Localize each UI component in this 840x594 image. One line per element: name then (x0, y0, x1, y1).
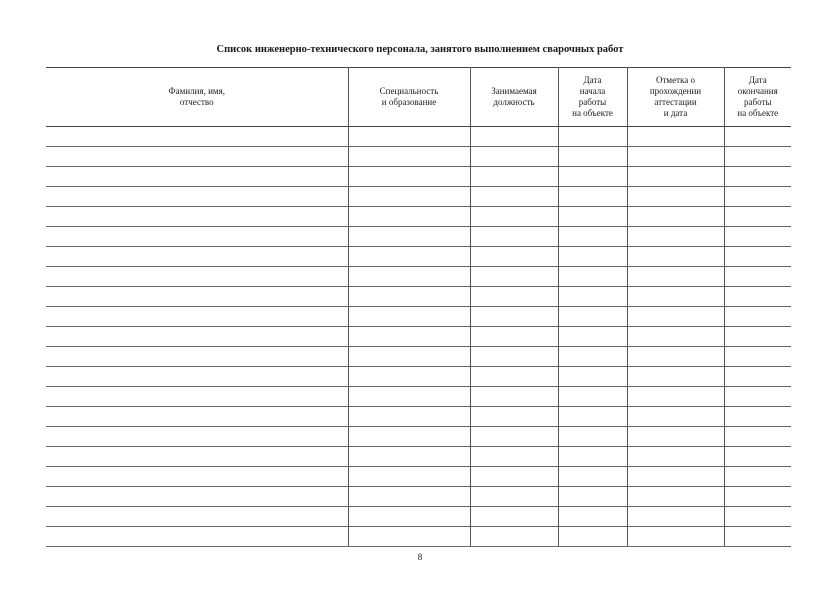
table-cell (348, 527, 470, 547)
table-cell (558, 307, 627, 327)
table-cell (558, 247, 627, 267)
table-cell (348, 127, 470, 147)
table-row (46, 387, 791, 407)
table-cell (558, 147, 627, 167)
table-cell (627, 247, 724, 267)
table-cell (627, 127, 724, 147)
table-cell (46, 347, 348, 367)
table-cell (724, 247, 791, 267)
table-cell (627, 287, 724, 307)
table-cell (724, 347, 791, 367)
table-cell (558, 127, 627, 147)
table-cell (348, 227, 470, 247)
table-row (46, 527, 791, 547)
table-cell (470, 267, 558, 287)
table-row (46, 467, 791, 487)
column-header-specialty: Специальность и образование (348, 68, 470, 127)
table-cell (470, 487, 558, 507)
table-row (46, 187, 791, 207)
table-cell (348, 347, 470, 367)
table-cell (348, 487, 470, 507)
table-cell (558, 527, 627, 547)
table-cell (348, 367, 470, 387)
table-cell (470, 347, 558, 367)
table-cell (724, 507, 791, 527)
table-cell (724, 527, 791, 547)
table-cell (46, 467, 348, 487)
table-cell (724, 187, 791, 207)
table-cell (627, 447, 724, 467)
table-body (46, 127, 791, 547)
table-cell (348, 207, 470, 227)
table-cell (348, 307, 470, 327)
table-row (46, 307, 791, 327)
table-cell (724, 327, 791, 347)
table-cell (724, 267, 791, 287)
table-cell (348, 187, 470, 207)
table-cell (470, 287, 558, 307)
table-row (46, 247, 791, 267)
table-row (46, 227, 791, 247)
table-cell (558, 507, 627, 527)
table-cell (348, 147, 470, 167)
table-cell (558, 367, 627, 387)
table-cell (558, 427, 627, 447)
table-cell (348, 167, 470, 187)
table-cell (46, 427, 348, 447)
table-cell (46, 387, 348, 407)
table-cell (627, 387, 724, 407)
table-cell (558, 187, 627, 207)
table-cell (724, 227, 791, 247)
table-row (46, 427, 791, 447)
table-cell (470, 327, 558, 347)
table-cell (470, 507, 558, 527)
table-cell (558, 227, 627, 247)
table-cell (558, 487, 627, 507)
table-cell (558, 207, 627, 227)
table-cell (724, 487, 791, 507)
table-row (46, 287, 791, 307)
table-cell (627, 227, 724, 247)
table-cell (46, 327, 348, 347)
table-cell (348, 407, 470, 427)
table-cell (627, 467, 724, 487)
table-cell (724, 307, 791, 327)
table-cell (46, 287, 348, 307)
table-cell (558, 287, 627, 307)
table-cell (46, 267, 348, 287)
table-cell (627, 207, 724, 227)
table-cell (627, 147, 724, 167)
table-cell (627, 327, 724, 347)
table-cell (627, 187, 724, 207)
table-cell (470, 367, 558, 387)
table-cell (627, 507, 724, 527)
table-cell (558, 347, 627, 367)
table-cell (46, 307, 348, 327)
table-cell (724, 367, 791, 387)
table-cell (46, 247, 348, 267)
table-cell (558, 467, 627, 487)
table-cell (558, 407, 627, 427)
table-cell (348, 287, 470, 307)
page-number: 8 (417, 552, 423, 562)
table-row (46, 507, 791, 527)
table-cell (46, 527, 348, 547)
table-cell (46, 187, 348, 207)
table-row (46, 147, 791, 167)
table-cell (724, 407, 791, 427)
table-cell (724, 207, 791, 227)
table-cell (46, 487, 348, 507)
table-cell (724, 427, 791, 447)
table-cell (724, 467, 791, 487)
table-row (46, 207, 791, 227)
table-cell (724, 287, 791, 307)
page-title: Список инженерно-технического персонала, занятого выполнением сварочных работ (216, 44, 624, 55)
table-cell (627, 307, 724, 327)
table-cell (348, 327, 470, 347)
table-cell (470, 247, 558, 267)
table-cell (348, 267, 470, 287)
column-header-start-date: Дата начала работы на объекте (558, 68, 627, 127)
table-cell (627, 367, 724, 387)
table-cell (627, 167, 724, 187)
table-cell (470, 127, 558, 147)
table-row (46, 167, 791, 187)
table-cell (348, 447, 470, 467)
table-cell (470, 387, 558, 407)
table-cell (558, 167, 627, 187)
column-header-full-name: Фамилия, имя, отчество (46, 68, 348, 127)
table-cell (470, 167, 558, 187)
table-row (46, 327, 791, 347)
table-cell (348, 247, 470, 267)
table-cell (46, 207, 348, 227)
table-cell (470, 447, 558, 467)
table-row (46, 447, 791, 467)
table-cell (470, 407, 558, 427)
table-cell (627, 427, 724, 447)
table-cell (348, 427, 470, 447)
table-cell (627, 487, 724, 507)
table-cell (627, 407, 724, 427)
table-row (46, 267, 791, 287)
table-cell (470, 467, 558, 487)
table-cell (724, 167, 791, 187)
table-cell (558, 447, 627, 467)
table-cell (627, 347, 724, 367)
table-cell (558, 387, 627, 407)
column-header-position: Занимаемая должность (470, 68, 558, 127)
table-row (46, 347, 791, 367)
table-cell (46, 447, 348, 467)
table-cell (46, 507, 348, 527)
table-cell (470, 427, 558, 447)
table-row (46, 487, 791, 507)
table-cell (627, 527, 724, 547)
table-cell (724, 387, 791, 407)
table-cell (348, 467, 470, 487)
table-cell (558, 327, 627, 347)
table-cell (46, 127, 348, 147)
table-cell (46, 227, 348, 247)
table-row (46, 407, 791, 427)
table-cell (470, 207, 558, 227)
table-row (46, 127, 791, 147)
column-header-certification: Отметка о прохождении аттестации и дата (627, 68, 724, 127)
table-cell (470, 307, 558, 327)
table-cell (724, 447, 791, 467)
table-cell (724, 127, 791, 147)
table-cell (558, 267, 627, 287)
table-cell (470, 527, 558, 547)
column-header-end-date: Дата окончания работы на объекте (724, 68, 791, 127)
table-cell (470, 147, 558, 167)
table-cell (46, 167, 348, 187)
table-row (46, 367, 791, 387)
table-cell (46, 367, 348, 387)
table-cell (724, 147, 791, 167)
table-cell (348, 507, 470, 527)
table-header-row (46, 68, 791, 127)
personnel-table (46, 67, 791, 547)
table-cell (46, 407, 348, 427)
table-cell (46, 147, 348, 167)
table-cell (627, 267, 724, 287)
table-cell (470, 227, 558, 247)
table-cell (470, 187, 558, 207)
table-cell (348, 387, 470, 407)
